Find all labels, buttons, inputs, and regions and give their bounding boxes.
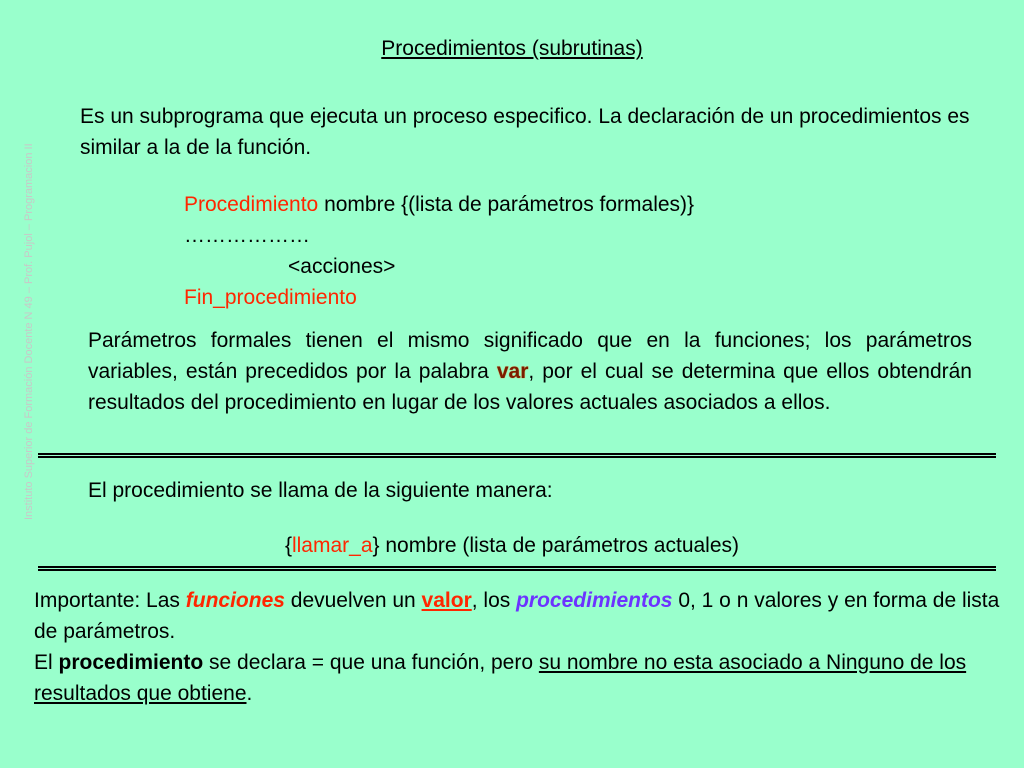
call-intro: El procedimiento se llama de la siguiente manera: <box>88 479 553 502</box>
keyword-var: var <box>496 360 529 383</box>
important-text-d: 0, 1 o n valores y en forma de lista de parámetros. <box>34 589 1000 643</box>
syntax-acciones: <acciones> <box>288 255 396 278</box>
call-syntax <box>0 530 1024 561</box>
call-brace: { <box>284 534 292 557</box>
keyword-valor: valor <box>421 589 472 612</box>
slide-title-text: Procedimientos (subrutinas) <box>381 37 643 60</box>
important-text-a: Importante: Las <box>34 589 186 612</box>
keyword-llamar: llamar_a <box>291 534 373 557</box>
params-text-1: Parámetros formales tienen el mismo significado que en la funciones; los parámetros variables, están precedidos por la palabra <box>88 329 972 383</box>
important-text-g: . <box>246 682 253 705</box>
keyword-procedimientos: procedimientos <box>516 589 673 612</box>
params-text-2: , por el cual se determina que ellos obtendrán resultados del procedimiento en lugar de los valores actuales asociados a ellos. <box>88 360 972 414</box>
call-rest: } nombre (lista de parámetros actuales) <box>372 534 740 557</box>
side-footer-text: Instituto Superior de Formación Docente N 49 – Prof. Pujol – Programacion II <box>23 143 35 520</box>
important-text-f: se declara = que una función, pero <box>203 651 539 674</box>
important-underlined: su nombre no esta asociado a Ninguno de los resultados que obtiene <box>34 651 967 705</box>
keyword-procedimiento: Procedimiento <box>184 193 319 216</box>
syntax-line-header <box>184 189 904 220</box>
syntax-fin: Fin_procedimiento <box>184 286 357 309</box>
important-paragraph <box>34 585 1019 709</box>
syntax-dots: ……………… <box>184 224 310 247</box>
keyword-funciones: funciones <box>185 589 285 612</box>
intro-paragraph: Es un subprograma que ejecuta un proceso especifico. La declaración de un procedimientos es similar a la de la función. <box>80 105 970 159</box>
important-text-b: devuelven un <box>284 589 422 612</box>
syntax-signature: nombre {(lista de parámetros formales)} <box>318 193 695 216</box>
important-text-c: , los <box>471 589 517 612</box>
important-text-e: El <box>34 651 59 674</box>
divider-bottom <box>38 566 996 571</box>
divider-top <box>38 453 996 458</box>
keyword-procedimiento-bold: procedimiento <box>58 651 204 674</box>
slide-title <box>0 37 1024 61</box>
params-paragraph <box>88 325 972 418</box>
procedure-syntax <box>184 189 904 313</box>
